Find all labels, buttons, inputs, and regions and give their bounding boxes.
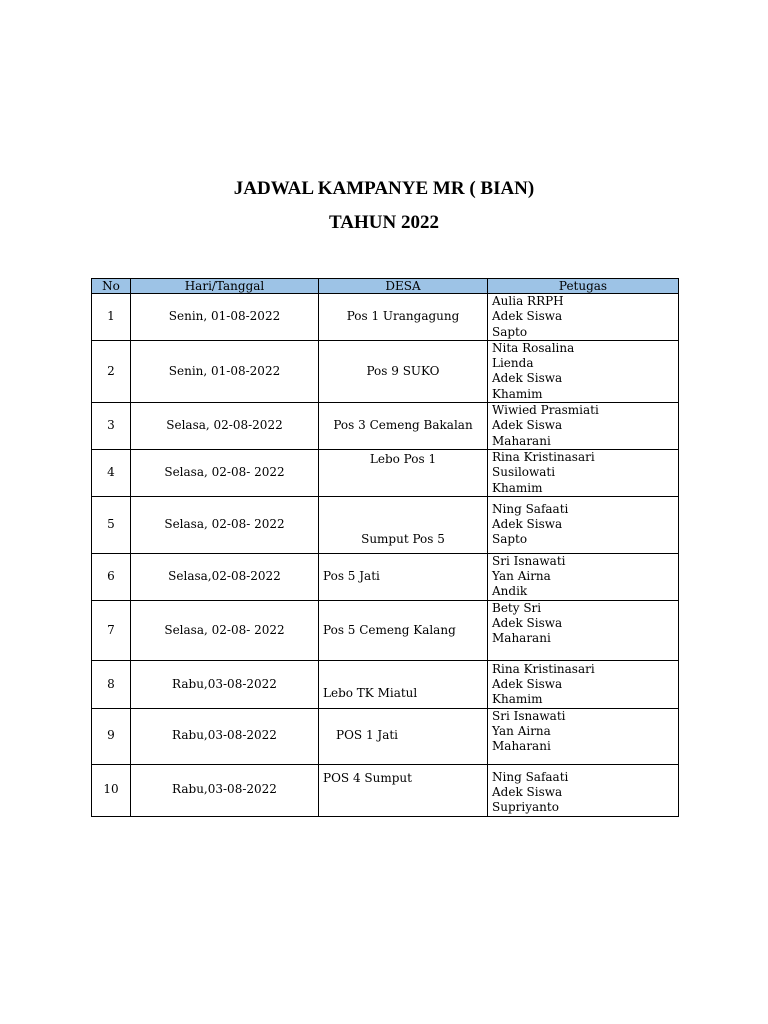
row-desa: Pos 5 Jati [319, 553, 488, 600]
row-date: Senin, 01-08-2022 [131, 294, 319, 341]
table-row [92, 449, 679, 496]
row-petugas [488, 764, 679, 816]
petugas-name: Adek Siswa [492, 616, 563, 631]
row-petugas [488, 340, 679, 402]
row-no: 2 [92, 340, 131, 402]
table-row [92, 403, 679, 450]
row-no: 7 [92, 600, 131, 660]
petugas-name: Supriyanto [492, 800, 559, 815]
header-no: No [92, 279, 131, 294]
row-date: Rabu,03-08-2022 [131, 660, 319, 708]
row-desa: Lebo Pos 1 [319, 449, 488, 496]
petugas-name: Yan Airna [492, 723, 551, 738]
row-desa: Sumput Pos 5 [319, 496, 488, 553]
petugas-name: Adek Siswa [492, 418, 563, 433]
row-no: 5 [92, 496, 131, 553]
row-date: Senin, 01-08-2022 [131, 340, 319, 402]
document-title: JADWAL KAMPANYE MR ( BIAN) [233, 178, 535, 199]
petugas-name: Sri Isnawati [492, 553, 566, 568]
petugas-name: Wiwied Prasmiati [492, 403, 599, 418]
row-date: Rabu,03-08-2022 [131, 708, 319, 764]
row-date: Rabu,03-08-2022 [131, 764, 319, 816]
row-date: Selasa, 02-08- 2022 [131, 496, 319, 553]
row-desa: Pos 9 SUKO [319, 340, 488, 402]
petugas-name: Susilowati [492, 465, 556, 480]
petugas-name: Sri Isnawati [492, 708, 566, 723]
petugas-name: Khamim [492, 386, 543, 401]
petugas-name: Adek Siswa [492, 517, 563, 532]
row-desa: Lebo TK Miatul [319, 660, 488, 708]
row-no: 9 [92, 708, 131, 764]
petugas-name: Ning Safaati [492, 501, 569, 516]
petugas-name: Ning Safaati [492, 769, 569, 784]
table-row [92, 340, 679, 402]
header-desa: DESA [319, 279, 488, 294]
header-petugas: Petugas [488, 279, 679, 294]
row-desa: Pos 1 Urangagung [319, 294, 488, 341]
table-row [92, 660, 679, 708]
petugas-name: Rina Kristinasari [492, 661, 595, 676]
row-desa: Pos 5 Cemeng Kalang [319, 600, 488, 660]
table-row [92, 294, 679, 341]
schedule-table [91, 278, 679, 817]
document-subtitle: TAHUN 2022 [329, 212, 439, 233]
petugas-name: Sapto [492, 532, 528, 547]
petugas-name: Maharani [492, 631, 551, 646]
header-date: Hari/Tanggal [131, 279, 319, 294]
petugas-name: Nita Rosalina [492, 340, 575, 355]
row-date: Selasa, 02-08- 2022 [131, 600, 319, 660]
row-desa: POS 1 Jati [319, 708, 488, 764]
petugas-name: Khamim [492, 692, 543, 707]
petugas-name: Yan Airna [492, 569, 551, 584]
row-petugas [488, 708, 679, 764]
row-petugas [488, 294, 679, 341]
row-date: Selasa,02-08-2022 [131, 553, 319, 600]
table-header-row [92, 279, 679, 294]
petugas-name: Maharani [492, 739, 551, 754]
petugas-name: Aulia RRPH [492, 294, 564, 308]
petugas-name: Sapto [492, 324, 528, 339]
petugas-name: Lienda [492, 356, 534, 371]
row-no: 4 [92, 449, 131, 496]
petugas-name: Khamim [492, 480, 543, 495]
row-no: 1 [92, 294, 131, 341]
row-no: 10 [92, 764, 131, 816]
row-petugas [488, 449, 679, 496]
petugas-name: Adek Siswa [492, 677, 563, 692]
petugas-name: Adek Siswa [492, 371, 563, 386]
petugas-name: Bety Sri [492, 600, 542, 615]
petugas-name: Maharani [492, 433, 551, 448]
petugas-name: Rina Kristinasari [492, 449, 595, 464]
row-petugas [488, 403, 679, 450]
petugas-name: Adek Siswa [492, 309, 563, 324]
table-row [92, 708, 679, 764]
row-no: 3 [92, 403, 131, 450]
row-petugas [488, 600, 679, 660]
row-petugas [488, 496, 679, 553]
row-no: 6 [92, 553, 131, 600]
table-row [92, 553, 679, 600]
table-row [92, 496, 679, 553]
table-row [92, 764, 679, 816]
row-desa: Pos 3 Cemeng Bakalan [319, 403, 488, 450]
row-date: Selasa, 02-08-2022 [131, 403, 319, 450]
row-desa: POS 4 Sumput [319, 764, 488, 816]
petugas-name: Adek Siswa [492, 784, 563, 799]
petugas-name: Andik [492, 584, 528, 599]
row-petugas [488, 553, 679, 600]
table-row [92, 600, 679, 660]
row-petugas [488, 660, 679, 708]
row-date: Selasa, 02-08- 2022 [131, 449, 319, 496]
row-no: 8 [92, 660, 131, 708]
